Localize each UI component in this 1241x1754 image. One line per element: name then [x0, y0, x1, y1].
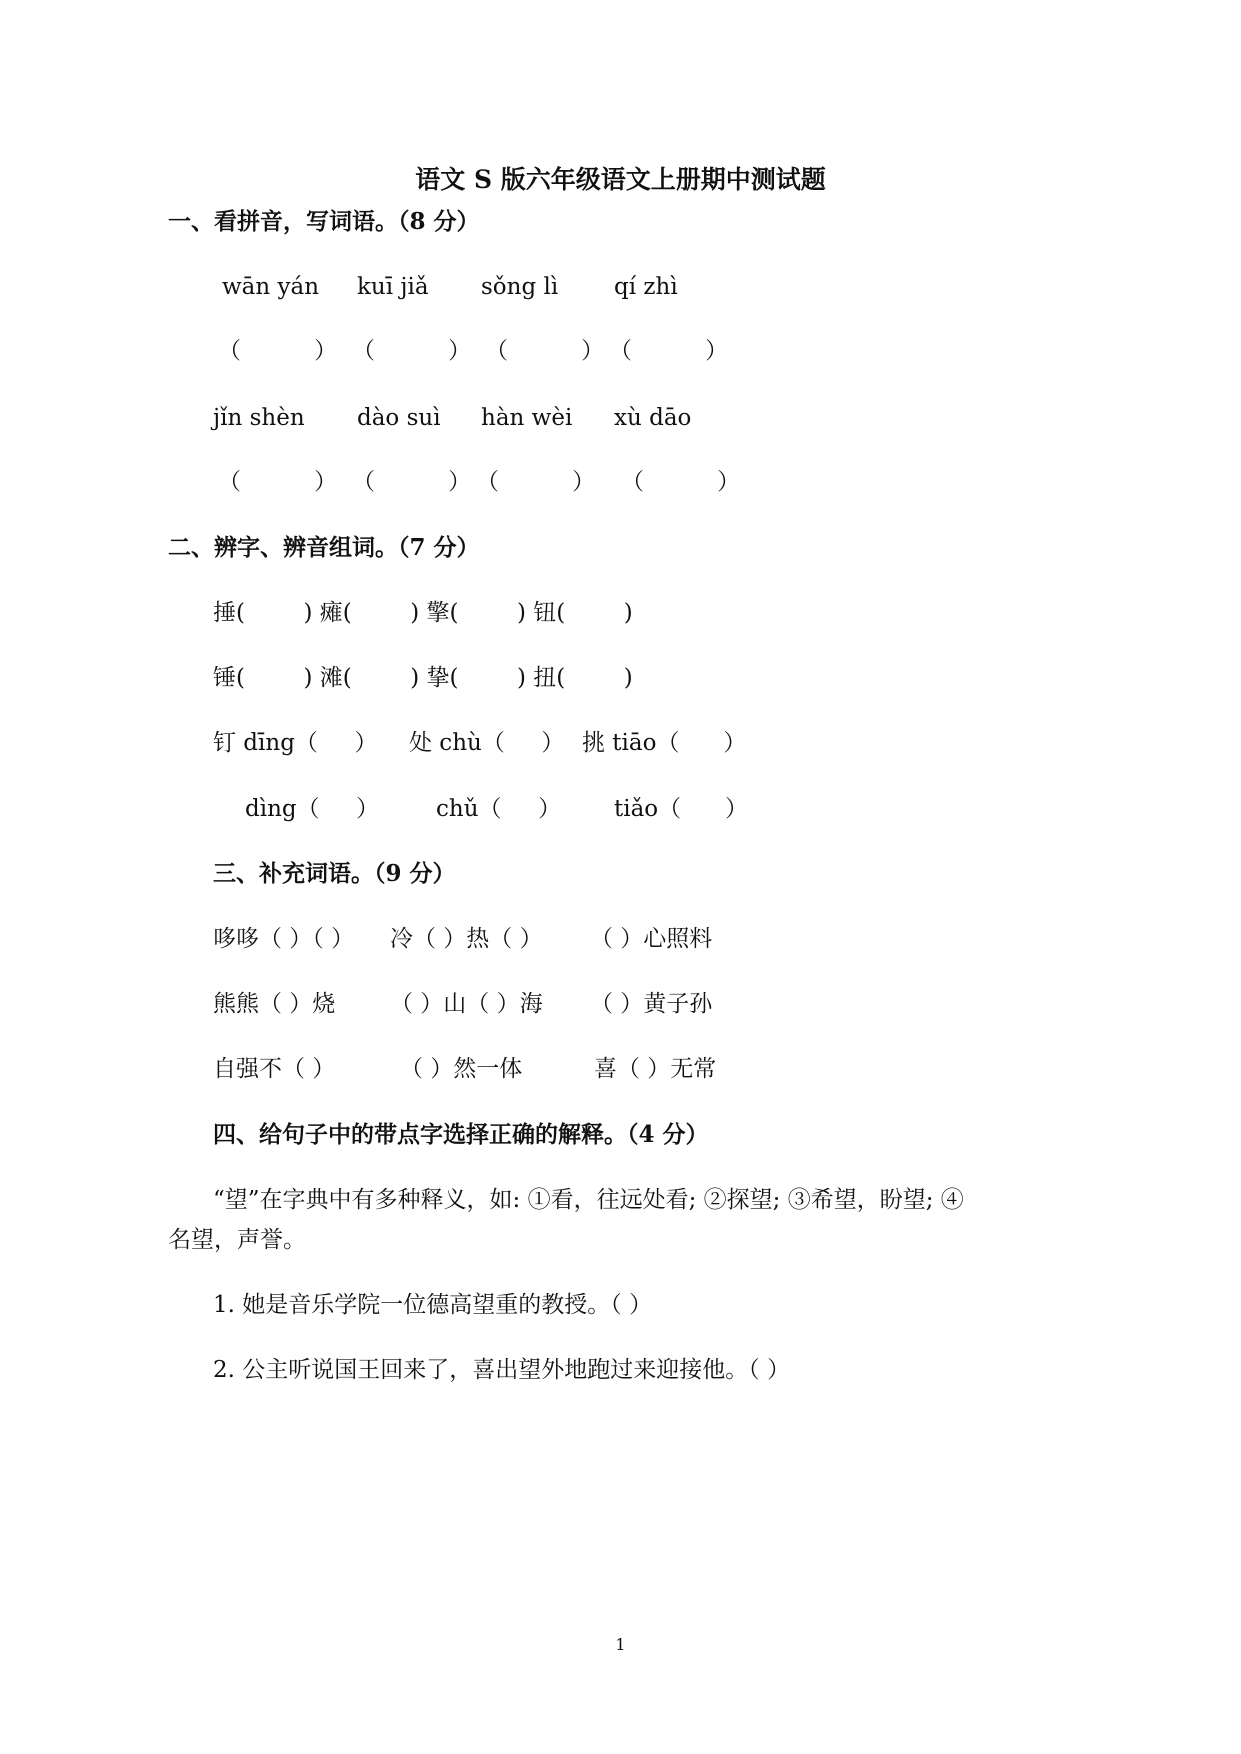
- answer-blank[interactable]: （ ）: [609, 338, 729, 364]
- char-group-line: 锤( ) 滩( ) 挚( ) 扭( ): [213, 665, 633, 691]
- answer-blank[interactable]: （ ）: [621, 469, 741, 495]
- idiom-item: （ ）山（ ）海: [390, 991, 543, 1017]
- pinyin-item: qí zhì: [614, 274, 678, 300]
- answer-blank[interactable]: （ ）: [352, 338, 472, 364]
- question-2: 2. 公主听说国王回来了，喜出望外地跑过来迎接他。（ ）: [213, 1357, 791, 1383]
- polyphone-item: tiǎo（ ）: [614, 796, 749, 822]
- section-2-heading: 二、辨字、辨音组词。（7 分）: [168, 534, 480, 561]
- definition-intro-continued: 名望，声誉。: [168, 1227, 306, 1253]
- idiom-item: （ ）然一体: [400, 1056, 523, 1082]
- polyphone-item: chǔ（ ）: [436, 796, 562, 822]
- polyphone-item: 钉 dīng（ ）: [213, 730, 378, 756]
- section-4-heading: 四、给句子中的带点字选择正确的解释。（4 分）: [213, 1121, 709, 1148]
- polyphone-item: dìng（ ）: [245, 796, 380, 822]
- answer-blank[interactable]: （ ）: [485, 338, 605, 364]
- section-3-heading: 三、补充词语。（9 分）: [213, 860, 456, 887]
- page-number: 1: [615, 1635, 626, 1654]
- answer-blank[interactable]: （ ）: [352, 469, 472, 495]
- pinyin-item: kuī jiǎ: [357, 274, 429, 300]
- section-1-heading: 一、看拼音，写词语。（8 分）: [168, 208, 480, 235]
- idiom-item: 哆哆（ ）（ ）: [213, 926, 355, 952]
- polyphone-item: 处 chù（ ）: [409, 730, 565, 756]
- pinyin-item: sǒng lì: [481, 274, 559, 300]
- question-1: 1. 她是音乐学院一位德高望重的教授。（ ）: [213, 1292, 653, 1318]
- idiom-item: （ ）心照料: [590, 926, 713, 952]
- pinyin-item: jǐn shèn: [213, 405, 305, 431]
- answer-blank[interactable]: （ ）: [218, 469, 338, 495]
- answer-blank[interactable]: （ ）: [218, 338, 338, 364]
- idiom-item: 冷（ ）热（ ）: [390, 926, 543, 952]
- char-group-line: 捶( ) 瘫( ) 擎( ) 钮( ): [213, 600, 633, 626]
- pinyin-item: dào suì: [357, 405, 441, 431]
- document-title: 语文 S 版六年级语文上册期中测试题: [415, 165, 826, 194]
- idiom-item: 自强不（ ）: [213, 1056, 336, 1082]
- answer-blank[interactable]: （ ）: [476, 469, 596, 495]
- pinyin-item: hàn wèi: [481, 405, 573, 431]
- polyphone-item: 挑 tiāo（ ）: [582, 730, 747, 756]
- idiom-item: （ ）黄子孙: [590, 991, 713, 1017]
- definition-intro: “望”在字典中有多种释义，如: ①看，往远处看; ②探望; ③希望，盼望; ④: [213, 1187, 964, 1213]
- pinyin-item: xù dāo: [614, 405, 692, 431]
- idiom-item: 熊熊（ ）烧: [213, 991, 336, 1017]
- pinyin-item: wān yán: [222, 274, 320, 300]
- idiom-item: 喜（ ）无常: [594, 1056, 717, 1082]
